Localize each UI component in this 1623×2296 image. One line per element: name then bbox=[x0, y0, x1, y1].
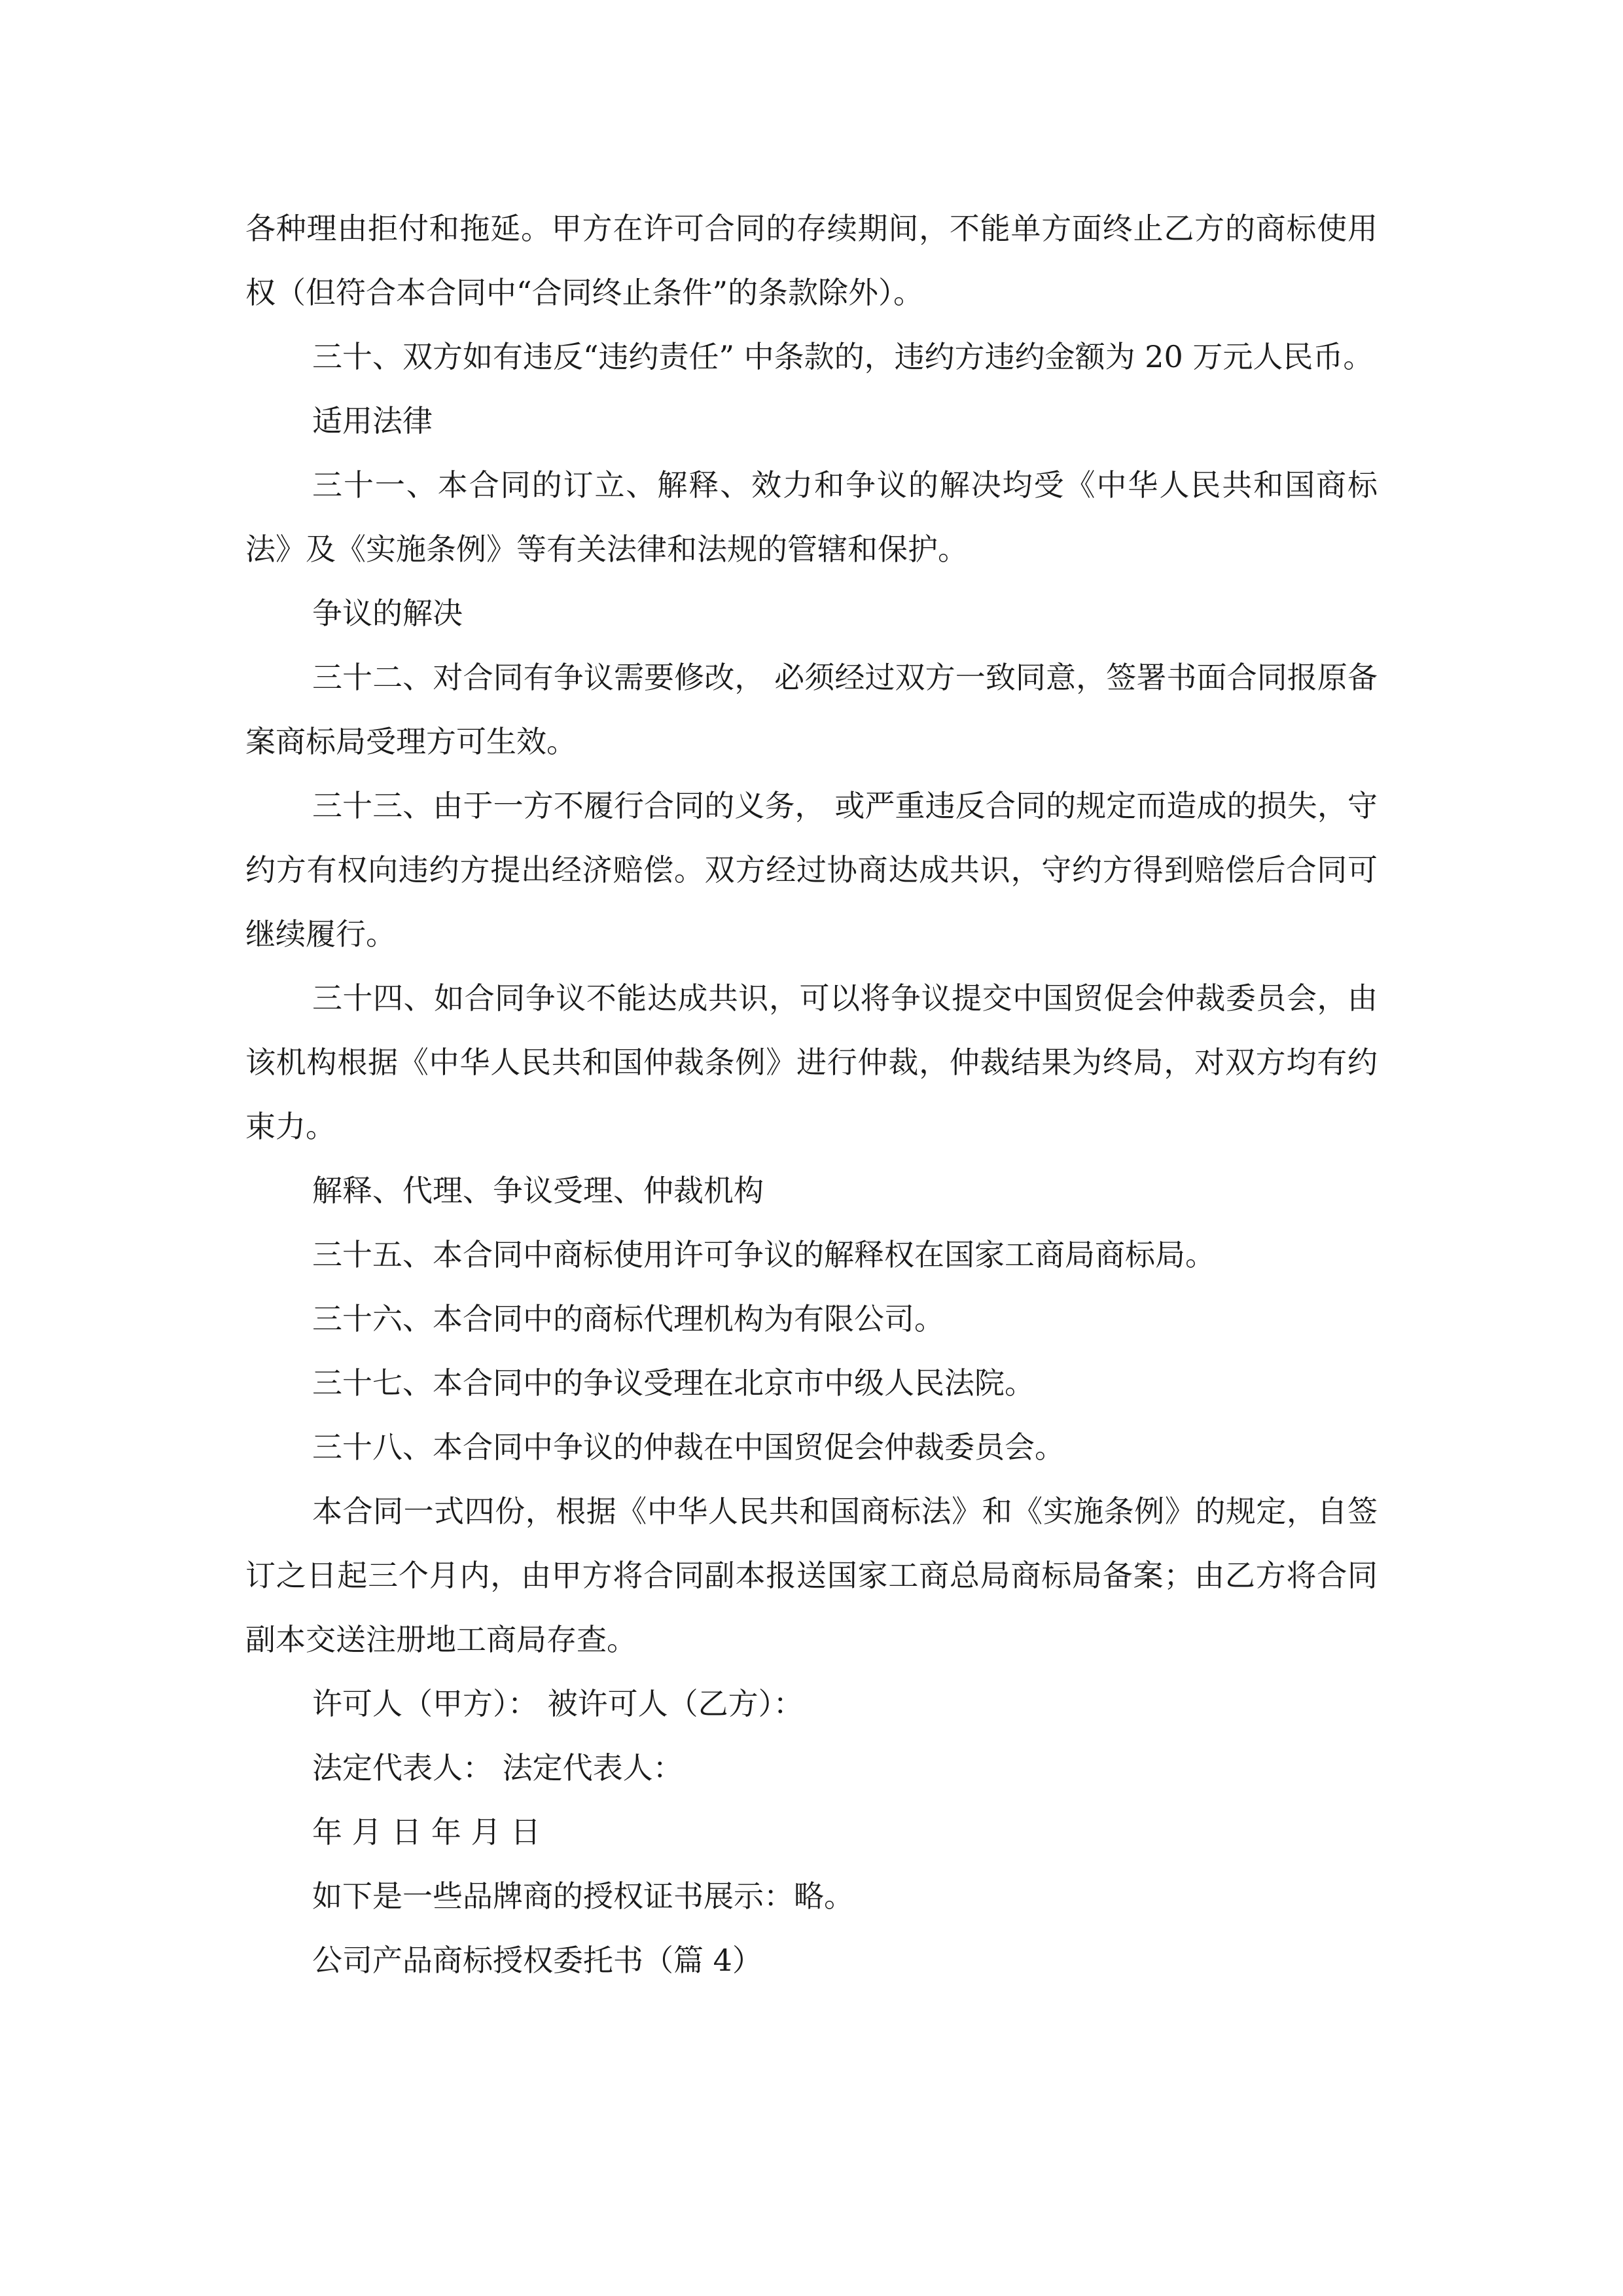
section-title-part-4: 公司产品商标授权委托书（篇 4） bbox=[312, 1943, 762, 1978]
clause-35: 三十五、本合同中商标使用许可争议的解释权在国家工商局商标局。 bbox=[312, 1237, 1215, 1272]
clause-38: 三十八、本合同中争议的仲裁在中国贸促会仲裁委员会。 bbox=[312, 1429, 1065, 1465]
clause-36: 三十六、本合同中的商标代理机构为有限公司。 bbox=[312, 1301, 944, 1336]
paragraph-certificates-note: 如下是一些品牌商的授权证书展示：略。 bbox=[312, 1878, 854, 1914]
signature-parties: 许可人（甲方）： 被许可人（乙方）： bbox=[312, 1686, 804, 1721]
clause-30: 三十、双方如有违反“违约责任” 中条款的，违约方违约金额为 20 万元人民币。 bbox=[312, 339, 1374, 374]
paragraph-copies-filing: 本合同一式四份，根据《中华人民共和国商标法》和《实施条例》的规定，自签订之日起三个月内，由甲方将合同副本报送国家工商总局商标局备案；由乙方将合同副本交送注册地工商局存查。 bbox=[245, 1494, 1378, 1657]
paragraph-payment-clause: 各种理由拒付和拖延。甲方在许可合同的存续期间，不能单方面终止乙方的商标使用权（但符合本合同中“合同终止条件”的条款除外）。 bbox=[245, 211, 1378, 310]
document-body bbox=[245, 196, 1378, 1992]
heading-dispute-resolution: 争议的解决 bbox=[312, 596, 463, 631]
clause-31: 三十一、本合同的订立、解释、效力和争议的解决均受《中华人民共和国商标法》及《实施条例》等有关法律和法规的管辖和保护。 bbox=[245, 467, 1378, 567]
signature-representatives: 法定代表人： 法定代表人： bbox=[312, 1750, 683, 1785]
clause-32: 三十二、对合同有争议需要修改， 必须经过双方一致同意，签署书面合同报原备案商标局受理方可生效。 bbox=[245, 660, 1378, 759]
clause-33: 三十三、由于一方不履行合同的义务， 或严重违反合同的规定而造成的损失，守约方有权向违约方提出经济赔偿。双方经过协商达成共识，守约方得到赔偿后合同可继续履行。 bbox=[245, 788, 1378, 952]
clause-37: 三十七、本合同中的争议受理在北京市中级人民法院。 bbox=[312, 1365, 1035, 1401]
heading-applicable-law: 适用法律 bbox=[312, 403, 433, 439]
signature-dates: 年 月 日 年 月 日 bbox=[312, 1814, 541, 1850]
clause-34: 三十四、如合同争议不能达成共识，可以将争议提交中国贸促会仲裁委员会，由该机构根据《中华人民共和国仲裁条例》进行仲裁，仲裁结果为终局，对双方均有约束力。 bbox=[245, 980, 1378, 1144]
heading-interpretation-agency: 解释、代理、争议受理、仲裁机构 bbox=[312, 1173, 764, 1208]
